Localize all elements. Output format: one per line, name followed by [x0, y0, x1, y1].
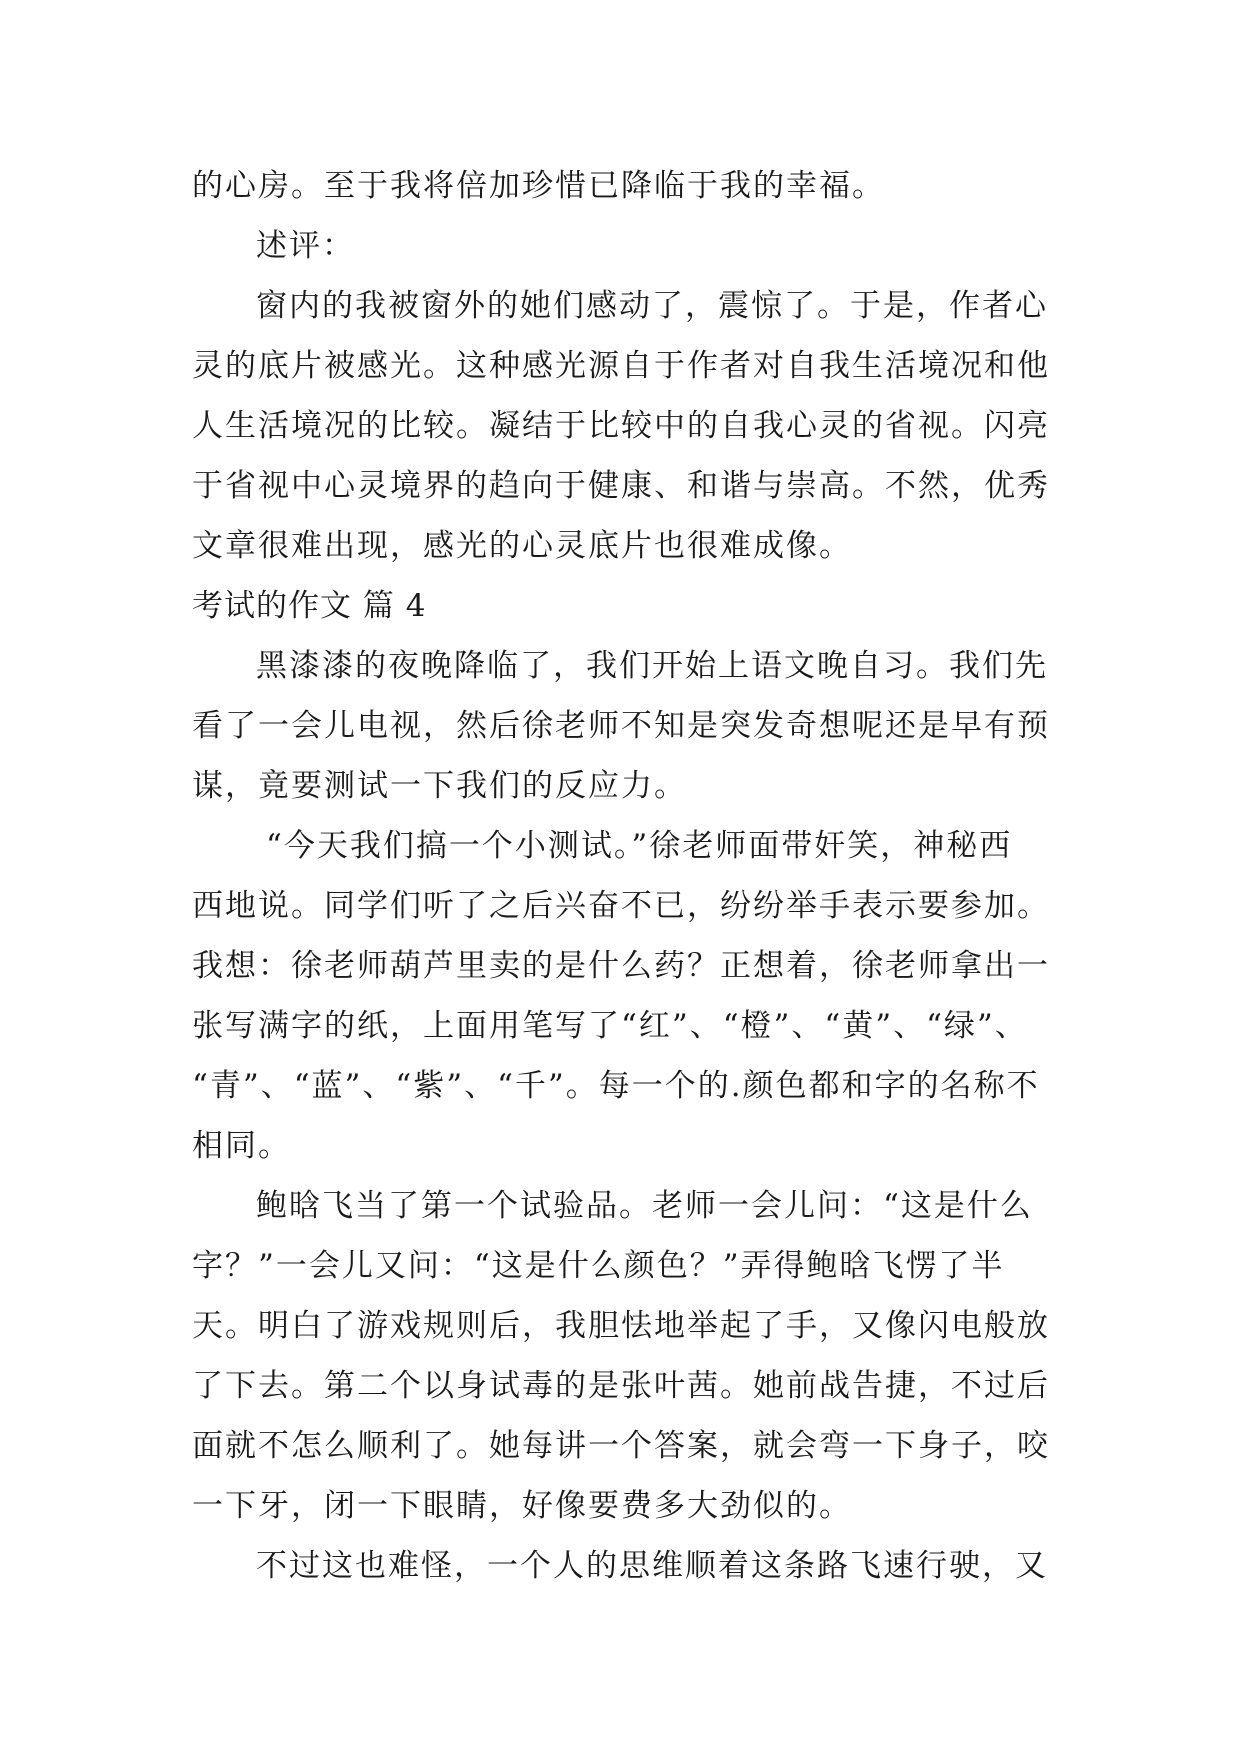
text-line: 灵的底片被感光。这种感光源自于作者对自我生活境况和他	[192, 348, 1050, 384]
text-line: 黑漆漆的夜晚降临了，我们开始上语文晚自习。我们先	[256, 648, 1048, 684]
text-line: 相同。	[192, 1128, 291, 1164]
text-line: 字？”一会儿又问：“这是什么颜色？”弄得鲍晗飞愣了半	[192, 1248, 1005, 1284]
text-line: 不过这也难怪，一个人的思维顺着这条路飞速行驶，又	[256, 1548, 1048, 1584]
text-line: 于省视中心灵境界的趋向于健康、和谐与崇高。不然，优秀	[192, 468, 1050, 504]
text-line: 文章很难出现，感光的心灵底片也很难成像。	[192, 528, 852, 564]
text-line: 西地说。同学们听了之后兴奋不已，纷纷举手表示要参加。	[192, 888, 1050, 924]
text-line: 窗内的我被窗外的她们感动了，震惊了。于是，作者心	[256, 288, 1048, 324]
text-line: 了下去。第二个以身试毒的是张叶茜。她前战告捷，不过后	[192, 1368, 1050, 1404]
text-line: 一下牙，闭一下眼睛，好像要费多大劲似的。	[192, 1488, 852, 1524]
text-line: “青”、“蓝”、“紫”、“千”。每一个的.颜色都和字的名称不	[192, 1068, 1040, 1104]
text-line: 我想：徐老师葫芦里卖的是什么药？正想着，徐老师拿出一	[192, 948, 1050, 984]
text-line: 人生活境况的比较。凝结于比较中的自我心灵的省视。闪亮	[192, 408, 1050, 444]
body-text	[192, 156, 1052, 1596]
text-line: 看了一会儿电视，然后徐老师不知是突发奇想呢还是早有预	[192, 708, 1050, 744]
text-line: 张写满字的纸，上面用笔写了“红”、“橙”、“黄”、“绿”、	[192, 1008, 1028, 1044]
text-line: 面就不怎么顺利了。她每讲一个答案，就会弯一下身子，咬	[192, 1428, 1050, 1464]
text-line: 鲍晗飞当了第一个试验品。老师一会儿问：“这是什么	[256, 1188, 1033, 1224]
section-heading: 考试的作文 篇 4	[192, 588, 427, 624]
text-line: 谋，竟要测试一下我们的反应力。	[192, 768, 687, 804]
text-line: 的心房。至于我将倍加珍惜已降临于我的幸福。	[192, 168, 885, 204]
review-label: 述评：	[256, 228, 355, 264]
text-line: 天。明白了游戏规则后，我胆怯地举起了手，又像闪电般放	[192, 1308, 1050, 1344]
text-line: “今天我们搞一个小测试。”徐老师面带奸笑，神秘西	[266, 828, 1013, 864]
